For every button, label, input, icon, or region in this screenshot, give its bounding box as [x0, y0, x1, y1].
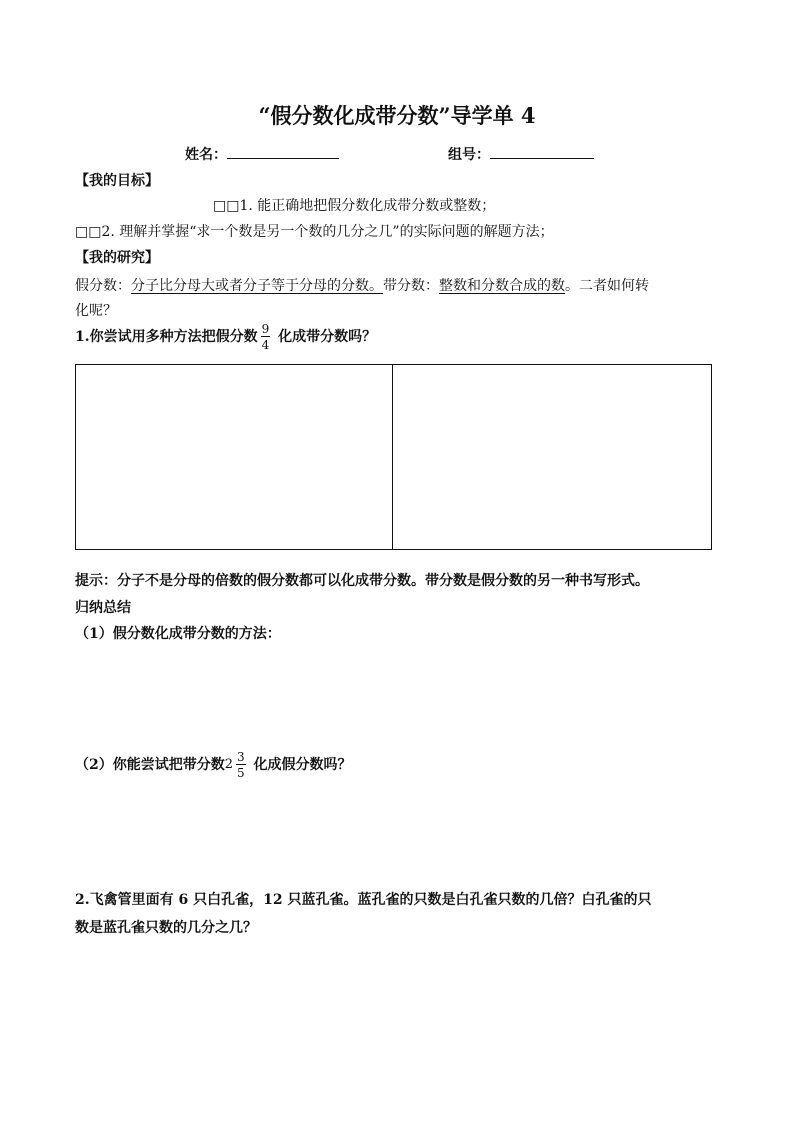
fraction-denominator: 5 [237, 766, 245, 780]
improper-fraction-label: 假分数： [75, 278, 131, 294]
fraction-numerator: 9 [261, 322, 270, 336]
question-1-prefix: 1.你尝试用多种方法把假分数 [75, 329, 258, 345]
mixed-number-whole: 2 [224, 757, 234, 772]
summary-heading: 归纳总结 [75, 600, 131, 616]
question-2-line-2: 数是蓝孔雀只数的几分之几？ [75, 920, 257, 936]
definitions-line [75, 275, 649, 295]
fraction-numerator: 3 [237, 750, 245, 764]
question-2-line-1: 2.飞禽管里面有 6 只白孔雀，12 只蓝孔雀。蓝孔雀的只数是白孔雀只数的几倍？白孔雀的只 [75, 892, 652, 908]
research-heading: 【我的研究】 [75, 250, 159, 266]
group-field [448, 144, 594, 164]
hint-text: 提示：分子不是分母的倍数的假分数都可以化成带分数。带分数是假分数的另一种书写形式。 [75, 573, 649, 589]
summary-item-2-suffix: 化成假分数吗？ [253, 757, 352, 773]
goal-item-1: □□1. 能正确地把假分数化成带分数或整数； [213, 198, 496, 214]
summary-item-1: （1）假分数化成带分数的方法： [75, 626, 281, 642]
answer-box [75, 364, 712, 550]
mixed-number-label: 带分数： [383, 278, 439, 294]
name-label: 姓名： [185, 147, 227, 163]
page-title: “假分数化成带分数”导学单 4 [258, 103, 536, 128]
group-label: 组号： [448, 147, 490, 163]
group-blank[interactable] [490, 144, 594, 159]
fraction-3-5 [236, 751, 246, 779]
question-1 [75, 322, 376, 352]
fraction-denominator: 4 [261, 338, 270, 352]
summary-item-2 [75, 750, 352, 780]
answer-box-divider [392, 365, 393, 549]
fraction-9-4 [261, 323, 271, 351]
goal-item-2: □□2. 理解并掌握“求一个数是另一个数的几分之几”的实际问题的解题方法； [75, 224, 554, 240]
improper-fraction-definition: 分子比分母大或者分子等于分母的分数。 [131, 278, 383, 294]
definitions-tail-line: 化呢？ [75, 303, 117, 319]
name-field [185, 144, 339, 164]
mixed-number-definition: 整数和分数合成的数 [439, 278, 565, 294]
question-1-suffix: 化成带分数吗？ [278, 329, 377, 345]
name-blank[interactable] [227, 144, 339, 159]
summary-item-2-prefix: （2）你能尝试把带分数 [75, 757, 225, 773]
definitions-tail: 。二者如何转 [565, 278, 649, 294]
goals-heading: 【我的目标】 [75, 173, 159, 189]
